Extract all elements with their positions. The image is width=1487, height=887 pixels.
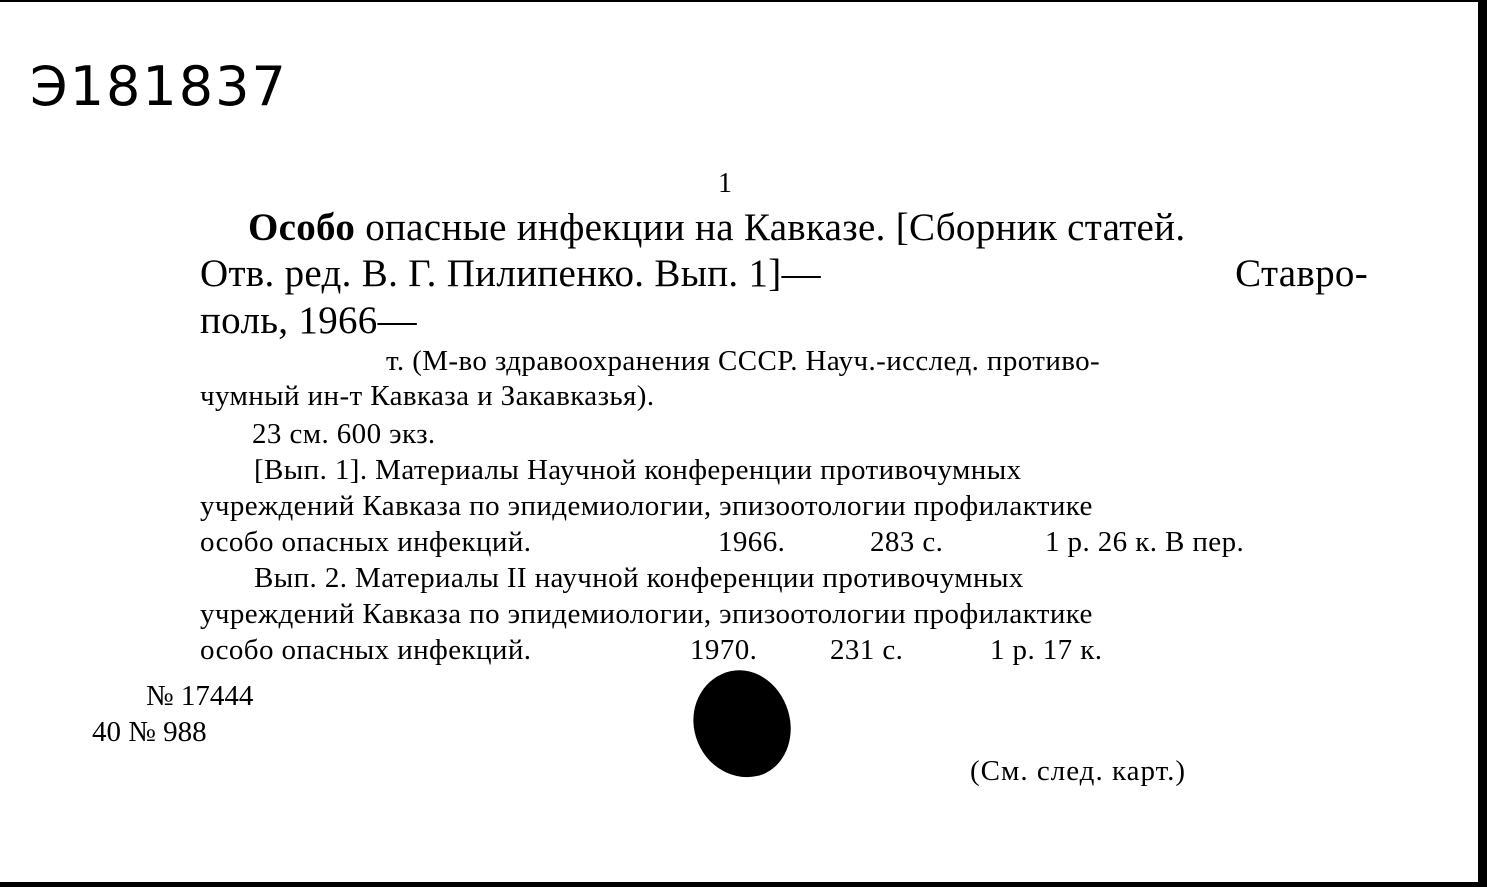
volume-2-line-2: учреждений Кавказа по эпидемиологии, эпизоотологии профилактике bbox=[200, 598, 1093, 630]
card-mark: 1 bbox=[718, 168, 732, 199]
series-note-line-1: т. (М-во здравоохранения СССР. Науч.-исслед. противо- bbox=[386, 345, 1101, 377]
registry-number: № 17444 bbox=[146, 680, 254, 712]
volume-1-price: 1 р. 26 к. В пер. bbox=[1045, 526, 1245, 558]
volume-2-line-1: Вып. 2. Материалы II научной конференции противочумных bbox=[254, 562, 1024, 594]
volume-2-price: 1 р. 17 к. bbox=[990, 634, 1103, 666]
title-line-2-left: Отв. ред. В. Г. Пилипенко. Вып. 1]— bbox=[200, 252, 821, 295]
volume-1-subject: особо опасных инфекций. bbox=[200, 526, 532, 558]
title-line-1 bbox=[248, 208, 1368, 247]
volume-1-year: 1966. bbox=[718, 526, 786, 558]
title-line-3: поль, 1966— bbox=[200, 299, 417, 342]
card-punch-hole bbox=[684, 661, 800, 787]
title-line-1-rest: опасные инфекции на Кавказе. [Сборник статей. bbox=[365, 206, 1186, 249]
volume-1-pages: 283 с. bbox=[870, 526, 944, 558]
card-number: Э181837 bbox=[30, 55, 288, 118]
title-line-2-right: Ставро- bbox=[1235, 252, 1368, 295]
volume-2-line-3 bbox=[200, 636, 1368, 665]
physical-description: 23 см. 600 экз. bbox=[252, 418, 436, 450]
title-line-2 bbox=[200, 254, 1368, 293]
continued-note: (См. след. карт.) bbox=[970, 755, 1186, 787]
series-note-line-2: чумный ин-т Кавказа и Закавказья). bbox=[200, 380, 655, 412]
volume-2-pages: 231 с. bbox=[830, 634, 904, 666]
volume-2-subject: особо опасных инфекций. bbox=[200, 634, 532, 666]
order-number: № 988 bbox=[128, 716, 207, 748]
volume-1-line-2: учреждений Кавказа по эпидемиологии, эпизоотологии профилактике bbox=[200, 490, 1093, 522]
scan-border bbox=[1478, 0, 1487, 887]
order-line bbox=[92, 718, 207, 747]
catalog-card bbox=[0, 2, 1478, 882]
volume-1-line-3 bbox=[200, 528, 1368, 557]
title-lead-word: Особо bbox=[248, 206, 356, 249]
volume-2-year: 1970. bbox=[690, 634, 758, 666]
volume-1-line-1: [Вып. 1]. Материалы Научной конференции противочумных bbox=[254, 454, 1022, 486]
order-prefix: 40 bbox=[92, 716, 121, 748]
